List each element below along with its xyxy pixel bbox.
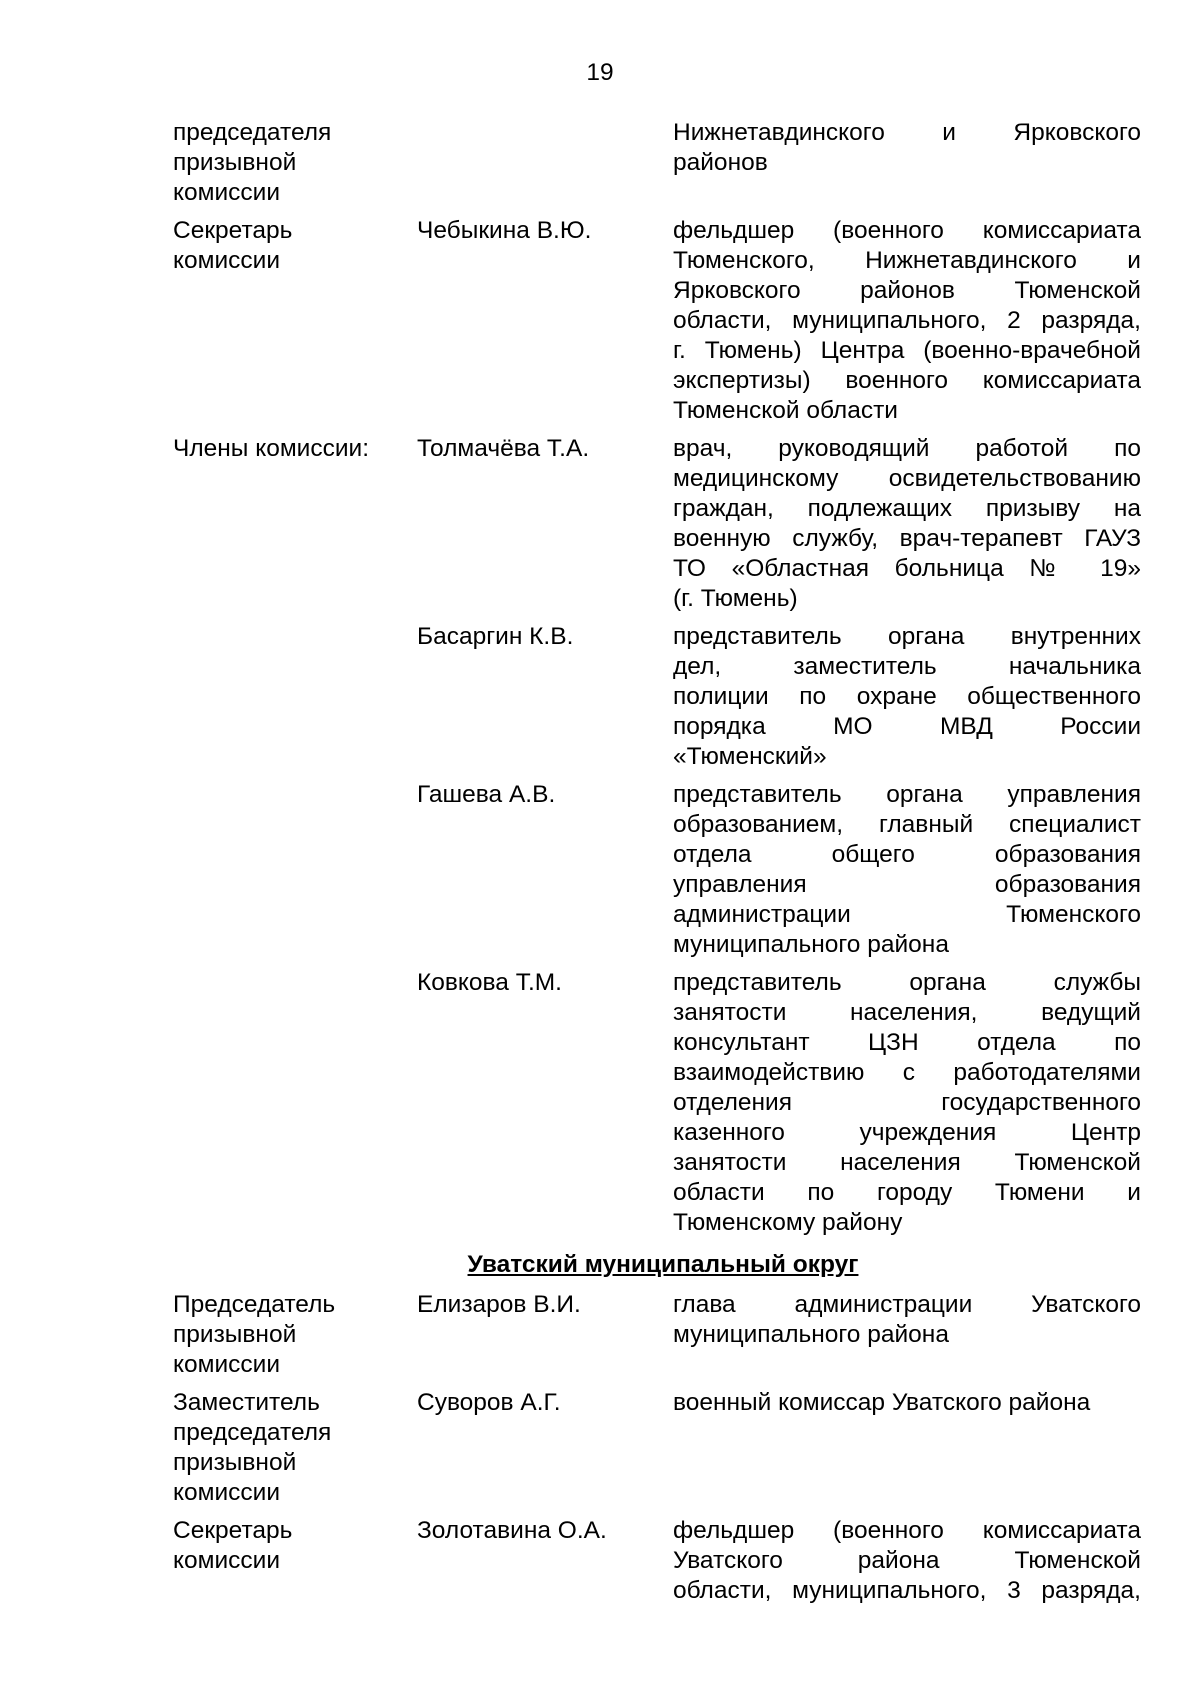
member-role-line: комиссии <box>173 247 281 274</box>
member-position-line: взаимодействию с работодателями <box>673 1059 1141 1086</box>
member-position-line: экспертизы) военного комиссариата <box>673 367 1141 394</box>
member-position-line: управления образования <box>673 871 1141 898</box>
member-role-line: председателя <box>173 119 332 146</box>
member-row <box>173 622 1141 772</box>
member-role <box>173 1290 417 1380</box>
member-position-line: администрации Тюменского <box>673 901 1141 928</box>
member-row <box>173 968 1141 1238</box>
member-position-line: Тюменской области <box>673 397 898 424</box>
commission-list-top <box>173 118 1141 1238</box>
member-row <box>173 216 1141 426</box>
member-position-line: муниципального района <box>673 1321 949 1348</box>
commission-document <box>173 118 1141 1606</box>
member-role-line: комиссии <box>173 1479 281 1506</box>
member-position <box>673 968 1141 1238</box>
member-position <box>673 216 1141 426</box>
member-position-line: отделения государственного <box>673 1089 1141 1116</box>
member-name: Суворов А.Г. <box>417 1389 561 1416</box>
member-position-line: дел, заместитель начальника <box>673 653 1141 680</box>
member-position-line: образованием, главный специалист <box>673 811 1141 838</box>
member-position <box>673 622 1141 772</box>
member-position-line: казенного учреждения Центр <box>673 1119 1141 1146</box>
member-position <box>673 1388 1141 1418</box>
member-name: Толмачёва Т.А. <box>417 435 590 462</box>
member-position-line: занятости населения, ведущий <box>673 999 1141 1026</box>
member-position-line: Тюменского, Нижнетавдинского и <box>673 247 1141 274</box>
member-row <box>173 1290 1141 1380</box>
member-role-line: призывной <box>173 1321 297 1348</box>
member-role-line: Секретарь <box>173 1517 293 1544</box>
member-position-line: «Тюменский» <box>673 743 827 770</box>
member-position-line: отдела общего образования <box>673 841 1141 868</box>
member-name: Басаргин К.В. <box>417 623 574 650</box>
section-title: Уватский муниципальный округ <box>467 1251 859 1278</box>
member-position-line: занятости населения Тюменской <box>673 1149 1141 1176</box>
member-position-line: консультант ЦЗН отдела по <box>673 1029 1141 1056</box>
member-position-line: (г. Тюмень) <box>673 585 798 612</box>
member-position <box>673 118 1141 178</box>
member-position-line: представитель органа внутренних <box>673 623 1141 650</box>
member-role <box>173 118 417 208</box>
member-position-line: фельдшер (военного комиссариата <box>673 1517 1141 1544</box>
member-position-line: врач, руководящий работой по <box>673 435 1141 462</box>
member-position-line: порядка МО МВД России <box>673 713 1141 740</box>
member-position-line: районов <box>673 149 768 176</box>
member-position-line: фельдшер (военного комиссариата <box>673 217 1141 244</box>
member-name: Ковкова Т.М. <box>417 969 562 996</box>
member-row <box>173 780 1141 960</box>
member-role-line: комиссии <box>173 1351 281 1378</box>
member-row <box>173 1388 1141 1508</box>
member-position-line: глава администрации Уватского <box>673 1291 1141 1318</box>
member-position-line: области по городу Тюмени и <box>673 1179 1141 1206</box>
member-position-line: медицинскому освидетельствованию <box>673 465 1141 492</box>
member-role-line: комиссии <box>173 179 281 206</box>
member-role <box>173 434 417 464</box>
page-number: 19 <box>586 59 614 86</box>
member-position <box>673 780 1141 960</box>
member-name: Чебыкина В.Ю. <box>417 217 592 244</box>
member-role-line: Председатель <box>173 1291 336 1318</box>
member-position-line: полиции по охране общественного <box>673 683 1141 710</box>
member-position <box>673 1290 1141 1350</box>
member-position-line: военный комиссар Уватского района <box>673 1389 1091 1416</box>
member-position-line: представитель органа управления <box>673 781 1141 808</box>
member-row <box>173 118 1141 208</box>
member-role-line: комиссии <box>173 1547 281 1574</box>
member-name: Елизаров В.И. <box>417 1291 581 1318</box>
member-position <box>673 1516 1141 1606</box>
member-role-line: призывной <box>173 149 297 176</box>
member-role <box>173 1516 417 1576</box>
member-role-line: председателя <box>173 1419 332 1446</box>
member-position-line: Ярковского районов Тюменской <box>673 277 1141 304</box>
member-role <box>173 1388 417 1508</box>
member-role-line: Секретарь <box>173 217 293 244</box>
member-position-line: Уватского района Тюменской <box>673 1547 1141 1574</box>
member-position-line: области, муниципального, 3 разряда, <box>673 1577 1141 1604</box>
commission-list-bottom <box>173 1290 1141 1606</box>
member-position-line: Нижнетавдинского и Ярковского <box>673 119 1141 146</box>
member-position-line: области, муниципального, 2 разряда, <box>673 307 1141 334</box>
member-position-line: ТО «Областная больница № 19» <box>673 555 1141 582</box>
member-position-line: г. Тюмень) Центра (военно-врачебной <box>673 337 1141 364</box>
member-position-line: граждан, подлежащих призыву на <box>673 495 1141 522</box>
member-position-line: военную службу, врач-терапевт ГАУЗ <box>673 525 1141 552</box>
member-row <box>173 1516 1141 1606</box>
member-role-line: Члены комиссии: <box>173 435 370 462</box>
member-name: Золотавина О.А. <box>417 1517 607 1544</box>
member-row <box>173 434 1141 614</box>
member-position-line: Тюменскому району <box>673 1209 903 1236</box>
member-role-line: Заместитель <box>173 1389 320 1416</box>
member-position-line: представитель органа службы <box>673 969 1141 996</box>
member-role <box>173 216 417 276</box>
member-name: Гашева А.В. <box>417 781 556 808</box>
member-role-line: призывной <box>173 1449 297 1476</box>
member-position <box>673 434 1141 614</box>
member-position-line: муниципального района <box>673 931 949 958</box>
